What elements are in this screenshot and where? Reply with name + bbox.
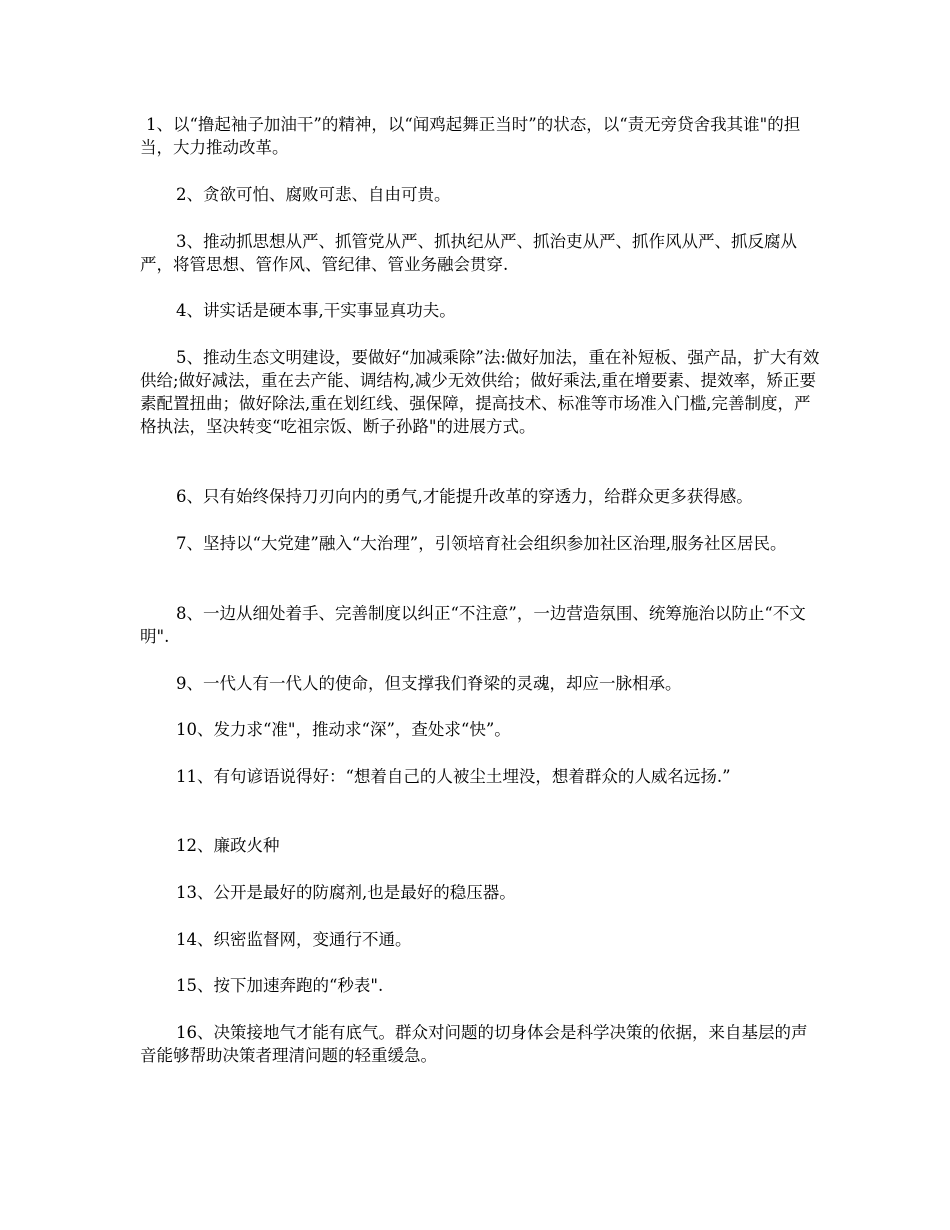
paragraph-10: 10、发力求“准"，推动求“深”，查处求“快”。 xyxy=(176,720,511,739)
paragraph-5: 5、推动生态文明建设，要做好“加减乘除”法:做好加法，重在补短板、强产品，扩大有效供给;做好减法，重在去产能、调结构,减少无效供给；做好乘法,重在增要素、提效率，矫正要素配置扭曲；做好除法,重在划红线、强保障，提高技术、标准等市场准入门槛,完善制度，严格执法，坚决转变“吃祖宗饭、断子孙路"的进展方式。 xyxy=(140,348,820,436)
paragraph-3: 3、推动抓思想从严、抓管党从严、抓执纪从严、抓治吏从严、抓作风从严、抓反腐从严，将管思想、管作风、管纪律、管业务融会贯穿. xyxy=(140,232,797,274)
paragraph-9: 9、一代人有一代人的使命，但支撑我们脊梁的灵魂，却应一脉相承。 xyxy=(176,674,682,693)
paragraph-2: 2、贪欲可怕、腐败可悲、自由可贵。 xyxy=(176,185,451,204)
paragraph-14: 14、织密监督网，变通行不通。 xyxy=(176,930,412,949)
paragraph-15: 15、按下加速奔跑的“秒表". xyxy=(176,976,384,995)
paragraph-16: 16、决策接地气才能有底气。群众对问题的切身体会是科学决策的依据，来自基层的声音能够帮助决策者理清问题的轻重缓急。 xyxy=(140,1023,808,1065)
paragraph-8: 8、一边从细处着手、完善制度以纠正“不注意”，一边营造氛围、统筹施治以防止“不文明". xyxy=(140,604,806,646)
paragraph-6: 6、只有始终保持刀刃向内的勇气,才能提升改革的穿透力，给群众更多获得感。 xyxy=(176,487,753,506)
paragraph-13: 13、公开是最好的防腐剂,也是最好的稳压器。 xyxy=(176,883,516,902)
paragraph-11: 11、有句谚语说得好：“想着自己的人被尘土埋没，想着群众的人威名远扬.” xyxy=(176,767,731,786)
paragraph-1: 1、以“撸起袖子加油干”的精神，以“闻鸡起舞正当时”的状态，以“责无旁贷舍我其谁"的担当，大力推动改革。 xyxy=(140,115,801,157)
paragraph-4: 4、讲实话是硬本事,干实事显真功夫。 xyxy=(176,301,456,320)
paragraph-12: 12、廉政火种 xyxy=(176,836,280,855)
paragraph-7: 7、坚持以“大党建”融入“大治理”，引领培育社会组织参加社区治理,服务社区居民。 xyxy=(176,534,787,553)
